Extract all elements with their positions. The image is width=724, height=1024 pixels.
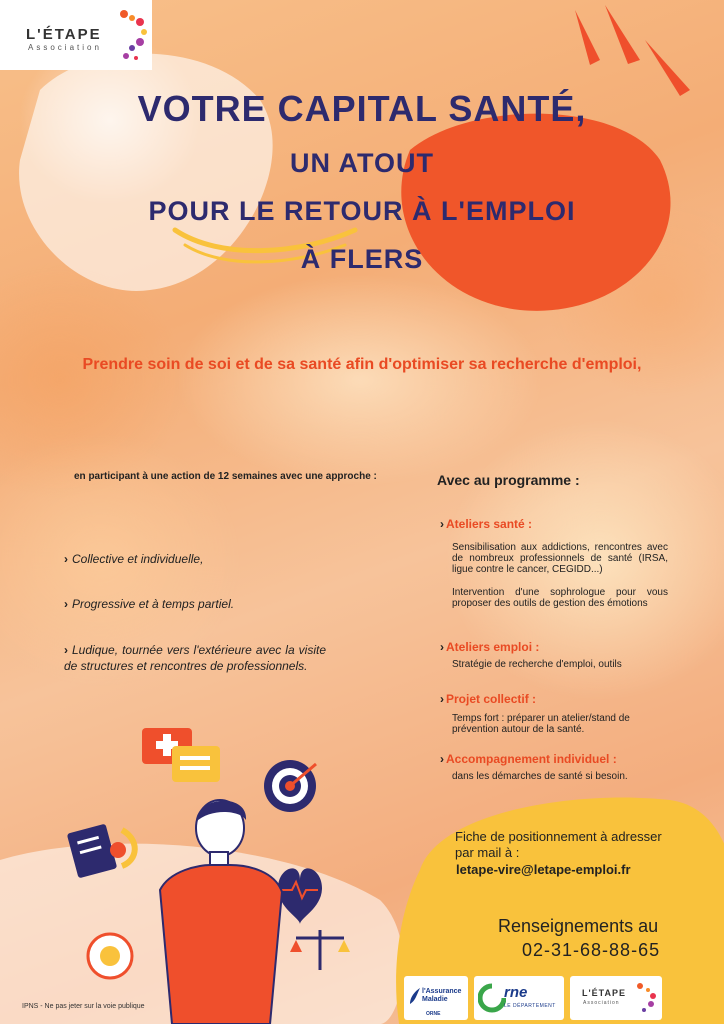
logo-letape-bottom <box>570 976 662 1020</box>
title-line-1: VOTRE CAPITAL SANTÉ, <box>137 88 587 129</box>
illustration-person <box>60 720 360 1024</box>
heart-icon <box>278 868 322 924</box>
target-icon <box>264 760 316 812</box>
orne-logo-icon <box>478 982 506 1014</box>
red-shape-top-right <box>575 10 600 65</box>
person-icon <box>160 800 282 1024</box>
approach-item-3 <box>64 642 326 674</box>
logo-letape <box>0 0 152 70</box>
first-aid-bubble-icon <box>142 728 220 782</box>
section-title-text: Projet collectif : <box>446 692 537 706</box>
red-shape-top-right-2 <box>605 5 640 64</box>
section-title-text: Accompagnement individuel : <box>446 752 617 766</box>
renseignements-label: Renseignements au <box>498 916 659 936</box>
assurance-maladie-name: l'Assurance Maladie <box>422 988 462 1003</box>
tick-icon: › <box>64 552 68 566</box>
section-body-ateliers-sante: Sensibilisation aux addictions, rencontres avec de nombreux professionnels de santé (IRSA, ligue contre le cancer, CEGIDD...) <box>452 542 668 575</box>
section-title-text: Ateliers santé : <box>446 517 533 531</box>
section-body-accompagnement: dans les démarches de santé si besoin. <box>452 771 628 782</box>
tick-icon: › <box>64 643 68 657</box>
section-title-accompagnement <box>440 752 617 766</box>
section-title-projet-collectif <box>440 692 536 706</box>
section-title-ateliers-emploi <box>440 640 539 654</box>
checklist-icon <box>67 824 135 879</box>
approach-item-1 <box>64 551 326 567</box>
letape-sub: Association <box>583 1000 620 1006</box>
contact-email[interactable]: letape-vire@letape-emploi.fr <box>456 862 631 877</box>
programme-title: Avec au programme : <box>437 472 580 488</box>
section-body-ateliers-sante-2: Intervention d'une sophrologue pour vous proposer des outils de gestion des émotions <box>452 587 668 609</box>
subtitle: Prendre soin de soi et de sa santé afin d'optimiser sa recherche d'emploi, <box>82 356 642 373</box>
title-line-4: À FLERS <box>300 244 424 274</box>
tick-icon: › <box>440 752 444 766</box>
orne-name: rne <box>504 984 528 1001</box>
orne-sub: LE DÉPARTEMENT <box>504 1003 556 1009</box>
section-title-text: Ateliers emploi : <box>446 640 540 654</box>
section-body-ateliers-emploi: Stratégie de recherche d'emploi, outils <box>452 659 622 670</box>
letape-name: L'ÉTAPE <box>582 988 626 998</box>
logo-assurance-maladie <box>404 976 468 1020</box>
title-line-3: POUR LE RETOUR À L'EMPLOI <box>148 196 576 226</box>
approach-text: Progressive et à temps partiel. <box>72 597 235 611</box>
approach-text: Ludique, tournée vers l'extérieure avec la visite de structures et rencontres de professionnels. <box>64 643 326 673</box>
fiche-text: Fiche de positionnement à adresser par mail à : <box>455 829 662 860</box>
assurance-maladie-sub: ORNE <box>426 1011 441 1017</box>
logo-subtitle: Association <box>28 43 102 52</box>
tick-icon: › <box>440 640 444 654</box>
tick-icon: › <box>440 692 444 706</box>
logo-orne-departement <box>474 976 564 1020</box>
footer-ipns: IPNS - Ne pas jeter sur la voie publique <box>22 1003 145 1010</box>
logo-name: L'ÉTAPE <box>26 26 102 43</box>
logo-dots-icon <box>118 8 150 64</box>
letape-dots-icon <box>636 982 658 1016</box>
badge-icon <box>88 934 132 978</box>
approach-text: Collective et individuelle, <box>72 552 204 566</box>
section-body-projet-collectif: Temps fort : préparer un atelier/stand de prévention autour de la santé. <box>452 713 630 735</box>
section-title-ateliers-sante <box>440 517 532 531</box>
tick-icon: › <box>440 517 444 531</box>
contact-phone[interactable]: 02-31-68-88-65 <box>522 940 661 960</box>
scale-icon <box>290 930 350 970</box>
title-line-2: UN ATOUT <box>290 148 434 178</box>
intro-text: en participant à une action de 12 semaines avec une approche : <box>74 471 377 482</box>
assurance-maladie-icon <box>408 986 422 1006</box>
tick-icon: › <box>64 597 68 611</box>
approach-item-2 <box>64 596 326 612</box>
